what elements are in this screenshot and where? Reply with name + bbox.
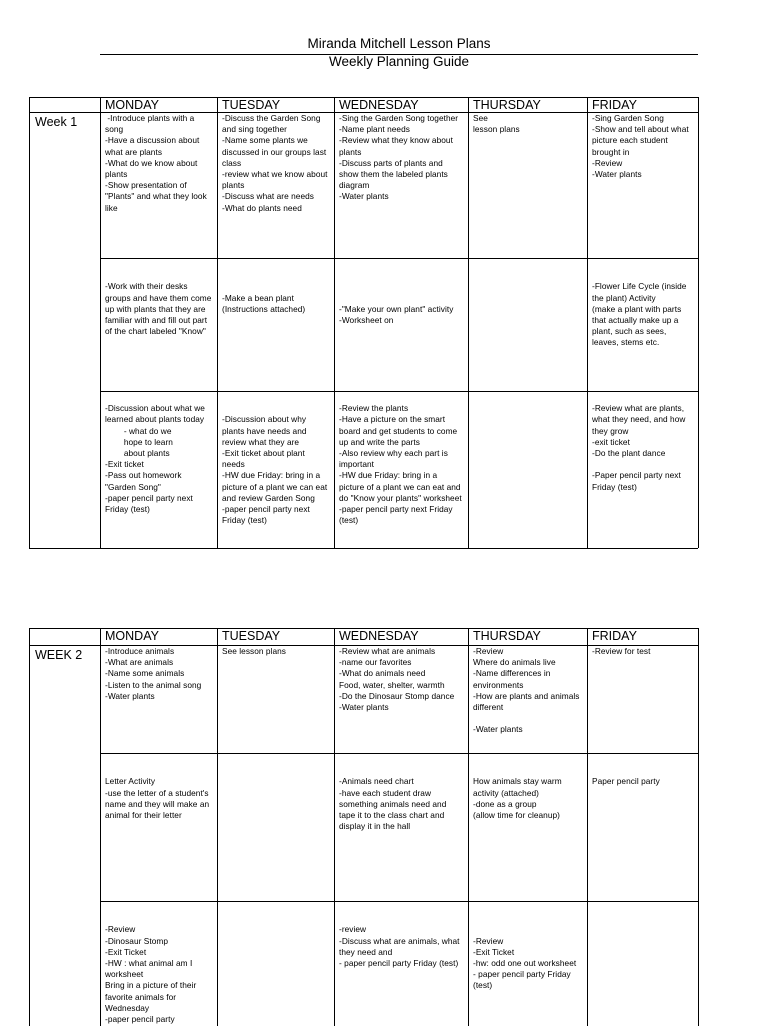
day-header: MONDAY xyxy=(105,629,159,643)
plan-cell: -Work with their desks groups and have them come up with plants that they are familiar with and fill out part of the chart labeled "Know" xyxy=(105,281,212,337)
plan-cell: -Review the plants -Have a picture on the smart board and get students to come up and write the parts -Also review why each part is important -HW due Friday: bring in a picture of a plant we can eat and do "Know your plants" worksheet -paper pencil party next Friday (test) xyxy=(339,403,462,526)
plan-cell xyxy=(473,259,583,390)
table-rule xyxy=(698,628,699,1026)
table-rule xyxy=(334,97,335,548)
table-rule xyxy=(587,628,588,1026)
day-header: FRIDAY xyxy=(592,629,637,643)
plan-cell: -Discussion about what we learned about plants today - what do we hope to learn about plants -Exit ticket -Pass out homework "Garden Song" -paper pencil party next Friday (test) xyxy=(105,403,205,515)
plan-cell: Paper pencil party xyxy=(592,776,660,787)
table-rule xyxy=(468,628,469,1026)
week-label: WEEK 2 xyxy=(35,648,83,662)
day-header: TUESDAY xyxy=(222,629,281,643)
plan-cell: -Review -Dinosaur Stomp -Exit Ticket -HW : what animal am I worksheet Bring in a picture of their favorite animals for Wednesday -paper pencil party xyxy=(105,924,197,1025)
day-header: MONDAY xyxy=(105,98,159,112)
day-header: TUESDAY xyxy=(222,98,281,112)
plan-cell: -review -Discuss what are animals, what they need and - paper pencil party Friday (test) xyxy=(339,924,460,969)
day-header: WEDNESDAY xyxy=(339,98,419,112)
table-rule xyxy=(29,548,698,549)
plan-cell: -Review -Exit Ticket -hw: odd one out worksheet - paper pencil party Friday (test) xyxy=(473,935,577,991)
plan-cell: -Discussion about why plants have needs and review what they are -Exit ticket about plant needs -HW due Friday: bring in a picture of a plant we can eat and review Garden Song -paper pencil party next Friday (test) xyxy=(222,414,328,526)
day-header: THURSDAY xyxy=(473,98,541,112)
document-subtitle: Weekly Planning Guide xyxy=(328,54,470,69)
plan-cell: -Review Where do animals live -Name differences in environments -How are plants and animals different -Water plants xyxy=(473,646,580,735)
table-rule xyxy=(29,628,30,1026)
table-rule xyxy=(468,97,469,548)
plan-cell: -Sing Garden Song -Show and tell about what picture each student brought in -Review -Water plants xyxy=(592,113,689,180)
document-title: Miranda Mitchell Lesson Plans xyxy=(307,36,491,51)
plan-cell: See lesson plans xyxy=(222,646,286,656)
plan-cell xyxy=(592,902,694,1025)
plan-cell: -Discuss the Garden Song and sing together -Name some plants we discussed in our groups last class -review what we know about plants -Discuss what are needs -What do plants need xyxy=(222,113,328,213)
plan-cell: -Make a bean plant (Instructions attached) xyxy=(222,292,306,314)
plan-cell xyxy=(473,392,583,547)
table-rule xyxy=(217,97,218,548)
table-rule xyxy=(217,628,218,1026)
plan-cell xyxy=(222,902,330,1025)
plan-cell: -Flower Life Cycle (inside the plant) Activity (make a plant with parts that actually make up a plant, such as sees, leaves, stems etc. xyxy=(592,281,687,348)
table-rule xyxy=(29,97,30,548)
plan-cell: -Review what are plants, what they need, and how they grow -exit ticket -Do the plant dance -Paper pencil party next Friday (test) xyxy=(592,403,686,492)
week-table xyxy=(0,97,768,548)
plan-cell: -"Make your own plant" activity -Worksheet on xyxy=(339,303,454,326)
day-header: THURSDAY xyxy=(473,629,541,643)
table-rule xyxy=(698,97,699,548)
plan-cell: -Review for test xyxy=(592,646,651,656)
day-header: WEDNESDAY xyxy=(339,629,419,643)
plan-cell xyxy=(222,754,330,900)
plan-cell: How animals stay warm activity (attached) -done as a group (allow time for cleanup) xyxy=(473,776,562,821)
plan-cell: -Introduce animals -What are animals -Name some animals -Listen to the animal song -Water plants xyxy=(105,646,202,701)
plan-cell: -Review what are animals -name our favorites -What do animals need Food, water, shelter, warmth -Do the Dinosaur Stomp dance -Water plants xyxy=(339,646,455,713)
table-rule xyxy=(334,628,335,1026)
plan-cell: -Introduce plants with a song -Have a discussion about what are plants -What do we know about plants -Show presentation of "Plants" and what they look like xyxy=(105,113,207,213)
plan-cell: -Sing the Garden Song together -Name plant needs -Review what they know about plants -Discuss parts of plants and show them the labeled plants diagram -Water plants xyxy=(339,113,459,202)
plan-cell: -Animals need chart -have each student draw something animals need and tape it to the class chart and display it in the hall xyxy=(339,776,447,832)
day-header: FRIDAY xyxy=(592,98,637,112)
plan-cell: Letter Activity -use the letter of a student's name and they will make an animal for their letter xyxy=(105,776,210,821)
week-table xyxy=(0,628,768,1026)
table-rule xyxy=(100,97,101,548)
plan-cell: See lesson plans xyxy=(473,113,520,135)
week-label: Week 1 xyxy=(35,115,78,129)
table-rule xyxy=(100,628,101,1026)
table-rule xyxy=(587,97,588,548)
